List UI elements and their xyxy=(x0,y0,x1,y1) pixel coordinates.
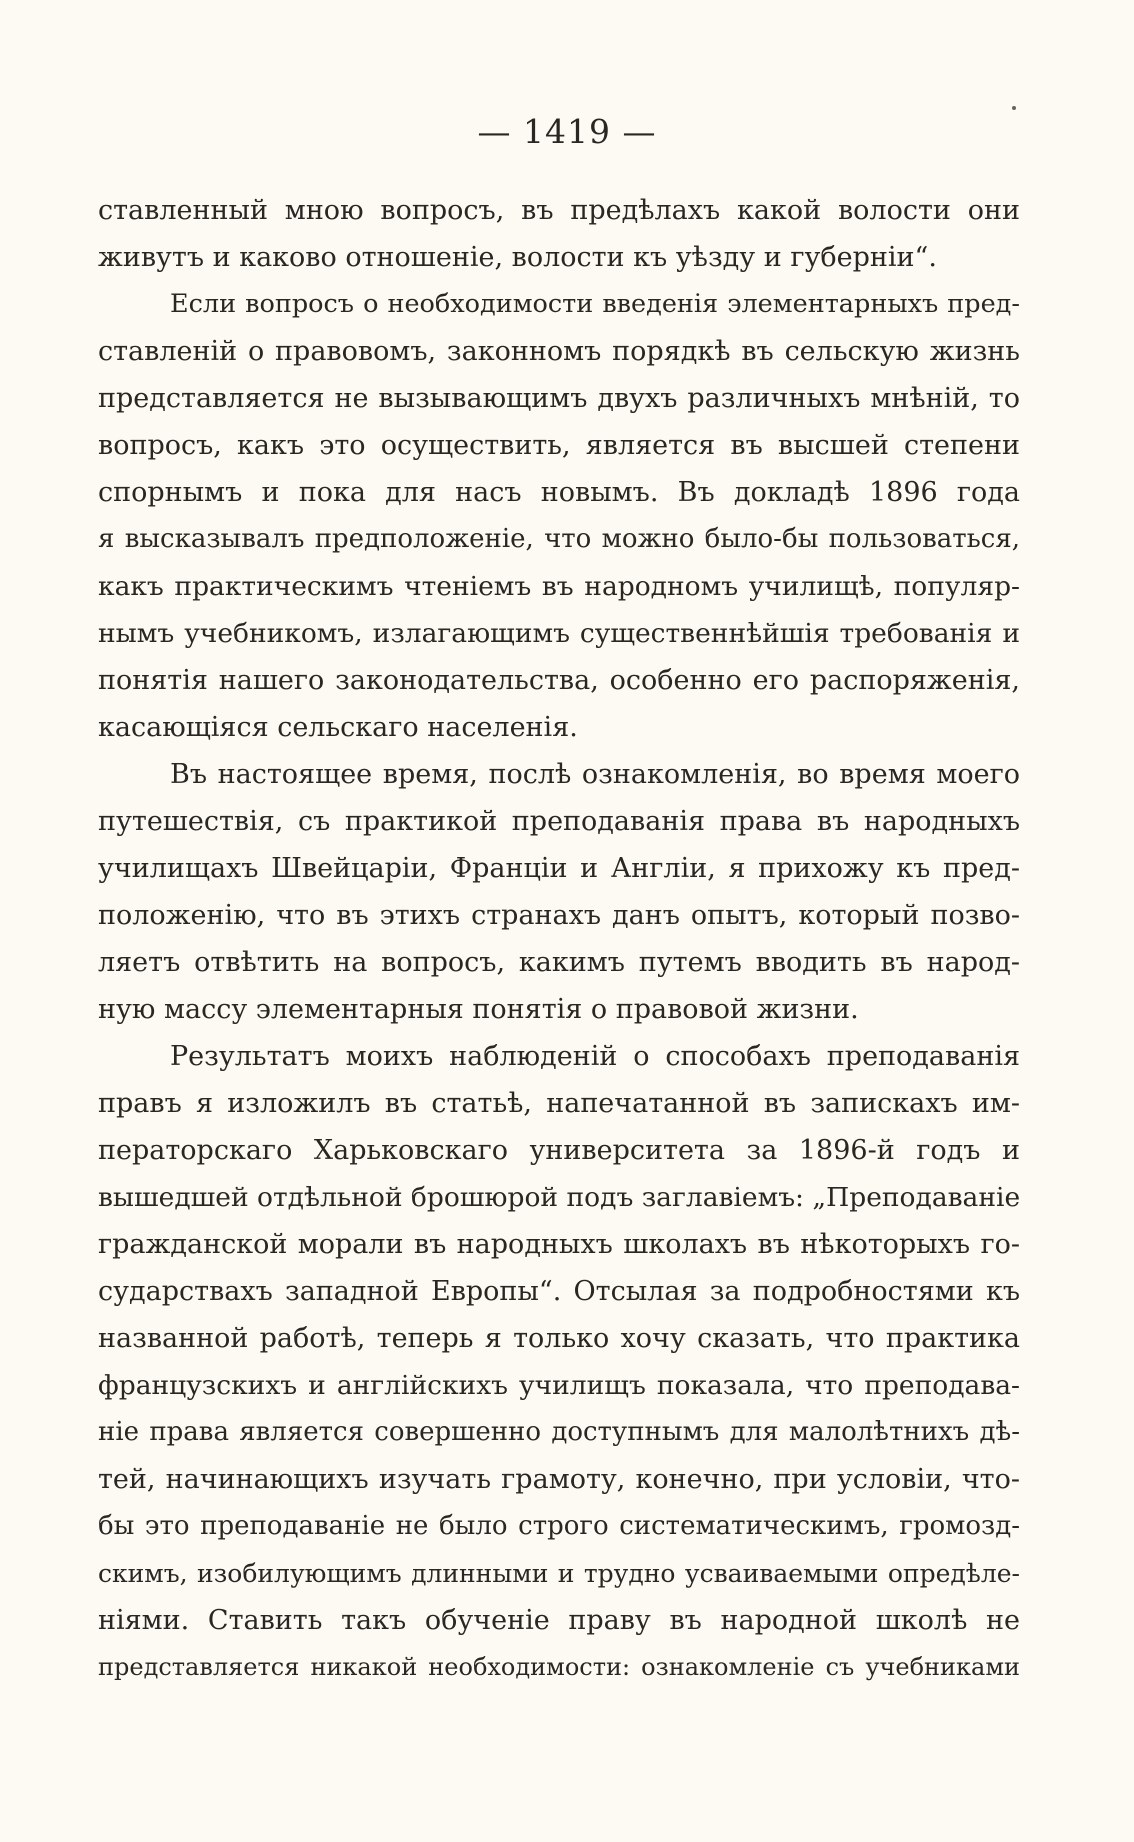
text-line: ператорскаго Харьковскаго университета за 1896-й годъ и xyxy=(98,1135,1020,1166)
text-line: сударствахъ западной Европы“. Отсылая за подробностями къ xyxy=(98,1276,1020,1307)
text-line: спорнымъ и пока для насъ новымъ. Въ докладѣ 1896 года xyxy=(98,477,1020,508)
text-line: Результатъ моихъ наблюденій о способахъ преподаванія xyxy=(170,1041,1020,1072)
text-line: ставленій о правовомъ, законномъ порядкѣ въ сельскую жизнь xyxy=(98,336,1020,367)
text-line: какъ практическимъ чтеніемъ въ народномъ училищѣ, популяр- xyxy=(98,571,1020,602)
text-line: понятія нашего законодательства, особенно его распоряженія, xyxy=(98,665,1020,696)
text-line: живутъ и каково отношеніе, волости къ уѣзду и губерніи“. xyxy=(98,242,937,273)
text-line: тей, начинающихъ изучать грамоту, конечно, при условіи, что- xyxy=(98,1464,1020,1495)
text-line: вопросъ, какъ это осуществить, является въ высшей степени xyxy=(98,430,1020,461)
text-line: скимъ, изобилующимъ длинными и трудно усваиваемыми опредѣле- xyxy=(98,1559,1020,1588)
text-line: представляется никакой необходимости: ознакомленіе съ учебниками xyxy=(98,1653,1020,1681)
body-text xyxy=(98,187,1020,1691)
text-line: касающіяся сельскаго населенія. xyxy=(98,712,578,743)
text-line: правъ я изложилъ въ статьѣ, напечатанной въ запискахъ им- xyxy=(98,1088,1020,1119)
text-line: положенію, что въ этихъ странахъ данъ опытъ, который позво- xyxy=(98,900,1020,931)
text-line: названной работѣ, теперь я только хочу сказать, что практика xyxy=(98,1323,1020,1354)
text-line: бы это преподаваніе не было строго систематическимъ, громозд- xyxy=(98,1511,1020,1541)
text-line: училищахъ Швейцаріи, Франціи и Англіи, я прихожу къ пред- xyxy=(98,853,1020,884)
text-line: ніе права является совершенно доступнымъ для малолѣтнихъ дѣ- xyxy=(98,1417,1020,1447)
text-line: гражданской морали въ народныхъ школахъ въ нѣкоторыхъ го- xyxy=(98,1229,1020,1260)
text-line: я высказывалъ предположеніе, что можно было-бы пользоваться, xyxy=(98,524,1020,554)
text-line: Если вопросъ о необходимости введенія элементарныхъ пред- xyxy=(170,289,1020,319)
text-line: французскихъ и англійскихъ училищъ показала, что преподава- xyxy=(98,1370,1020,1401)
text-line: ляетъ отвѣтить на вопросъ, какимъ путемъ вводить въ народ- xyxy=(98,947,1020,978)
ink-speck xyxy=(1012,106,1016,110)
text-line: ставленный мною вопросъ, въ предѣлахъ какой волости они xyxy=(98,195,1020,226)
text-line: ніями. Ставить такъ обученіе праву въ народной школѣ не xyxy=(98,1605,1020,1636)
text-line: ную массу элементарныя понятія о правовой жизни. xyxy=(98,994,859,1025)
text-line: представляется не вызывающимъ двухъ различныхъ мнѣній, то xyxy=(98,383,1020,414)
text-line: нымъ учебникомъ, излагающимъ существеннѣйшія требованія и xyxy=(98,618,1020,649)
text-line: Въ настоящее время, послѣ ознакомленія, во время моего xyxy=(170,759,1020,790)
text-line: вышедшей отдѣльной брошюрой подъ заглавіемъ: „Преподаваніе xyxy=(98,1182,1020,1213)
page-number: — 1419 — xyxy=(477,112,657,151)
text-line: путешествія, съ практикой преподаванія права въ народныхъ xyxy=(98,806,1020,837)
